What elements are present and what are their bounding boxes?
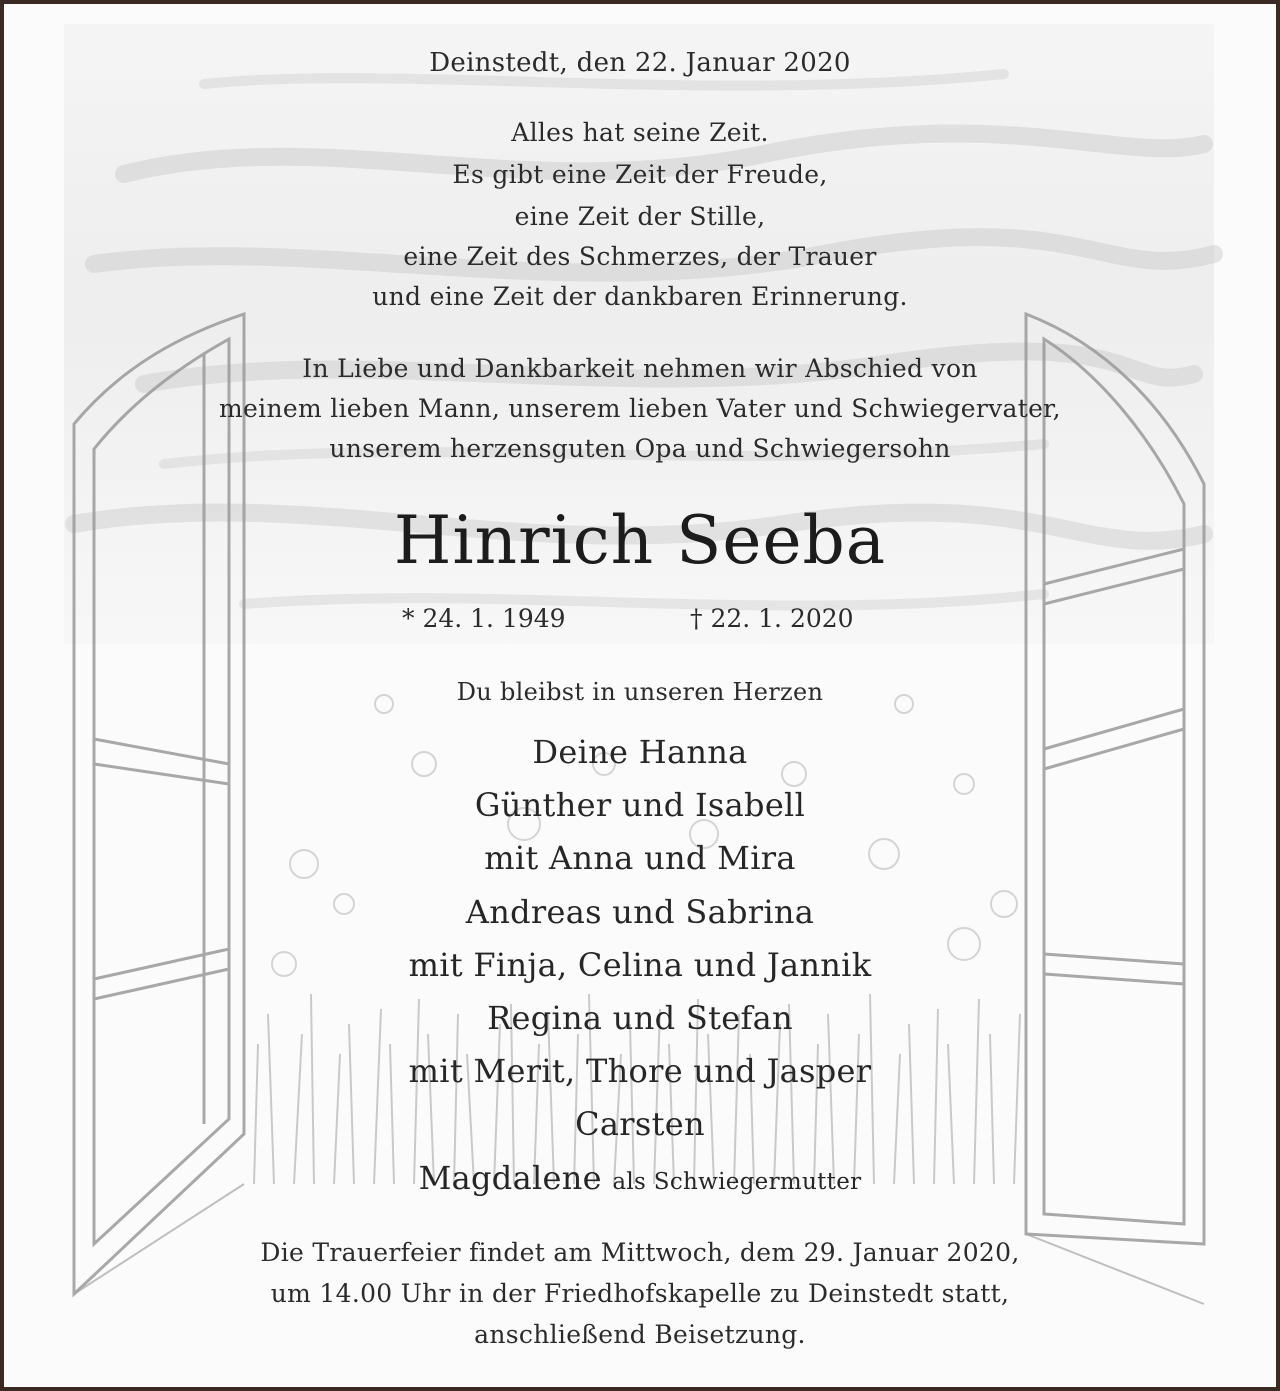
family-member: mit Finja, Celina und Jannik <box>408 946 872 984</box>
intro-line: In Liebe und Dankbarkeit nehmen wir Abschied von <box>302 354 978 383</box>
death-date: † 22. 1. 2020 <box>690 604 854 633</box>
family-member: mit Merit, Thore und Jasper <box>408 1052 872 1090</box>
closing-line: Du bleibst in unseren Herzen <box>456 678 824 706</box>
ceremony-line: um 14.00 Uhr in der Friedhofskapelle zu Deinstedt statt, <box>270 1279 1010 1308</box>
deceased-name: Hinrich Seeba <box>393 502 887 579</box>
poem-line: Es gibt eine Zeit der Freude, <box>452 160 828 189</box>
family-member: Deine Hanna <box>532 733 748 771</box>
ceremony-line: Die Trauerfeier findet am Mittwoch, dem 29. Januar 2020, <box>260 1238 1020 1267</box>
family-member: Carsten <box>575 1105 705 1143</box>
poem-line: und eine Zeit der dankbaren Erinnerung. <box>372 282 908 311</box>
poem-line: eine Zeit der Stille, <box>514 202 766 231</box>
family-member: mit Anna und Mira <box>484 839 796 877</box>
notice-text <box>4 4 1276 1387</box>
mother-in-law-line <box>4 1159 1276 1197</box>
mother-in-law-role: als Schwiegermutter <box>612 1169 862 1195</box>
place-date: Deinstedt, den 22. Januar 2020 <box>429 48 851 78</box>
intro-line: meinem lieben Mann, unserem lieben Vater und Schwiegervater, <box>219 394 1061 423</box>
family-member: Regina und Stefan <box>487 999 793 1037</box>
life-dates <box>4 604 1276 644</box>
mother-in-law-name: Magdalene <box>418 1159 602 1197</box>
birth-date: * 24. 1. 1949 <box>402 604 566 633</box>
poem-line: eine Zeit des Schmerzes, der Trauer <box>403 242 877 271</box>
family-member: Günther und Isabell <box>474 786 806 824</box>
family-member: Andreas und Sabrina <box>465 893 815 931</box>
ceremony-line: anschließend Beisetzung. <box>474 1320 806 1349</box>
intro-line: unserem herzensguten Opa und Schwiegersohn <box>329 434 951 463</box>
poem-line: Alles hat seine Zeit. <box>511 118 769 147</box>
